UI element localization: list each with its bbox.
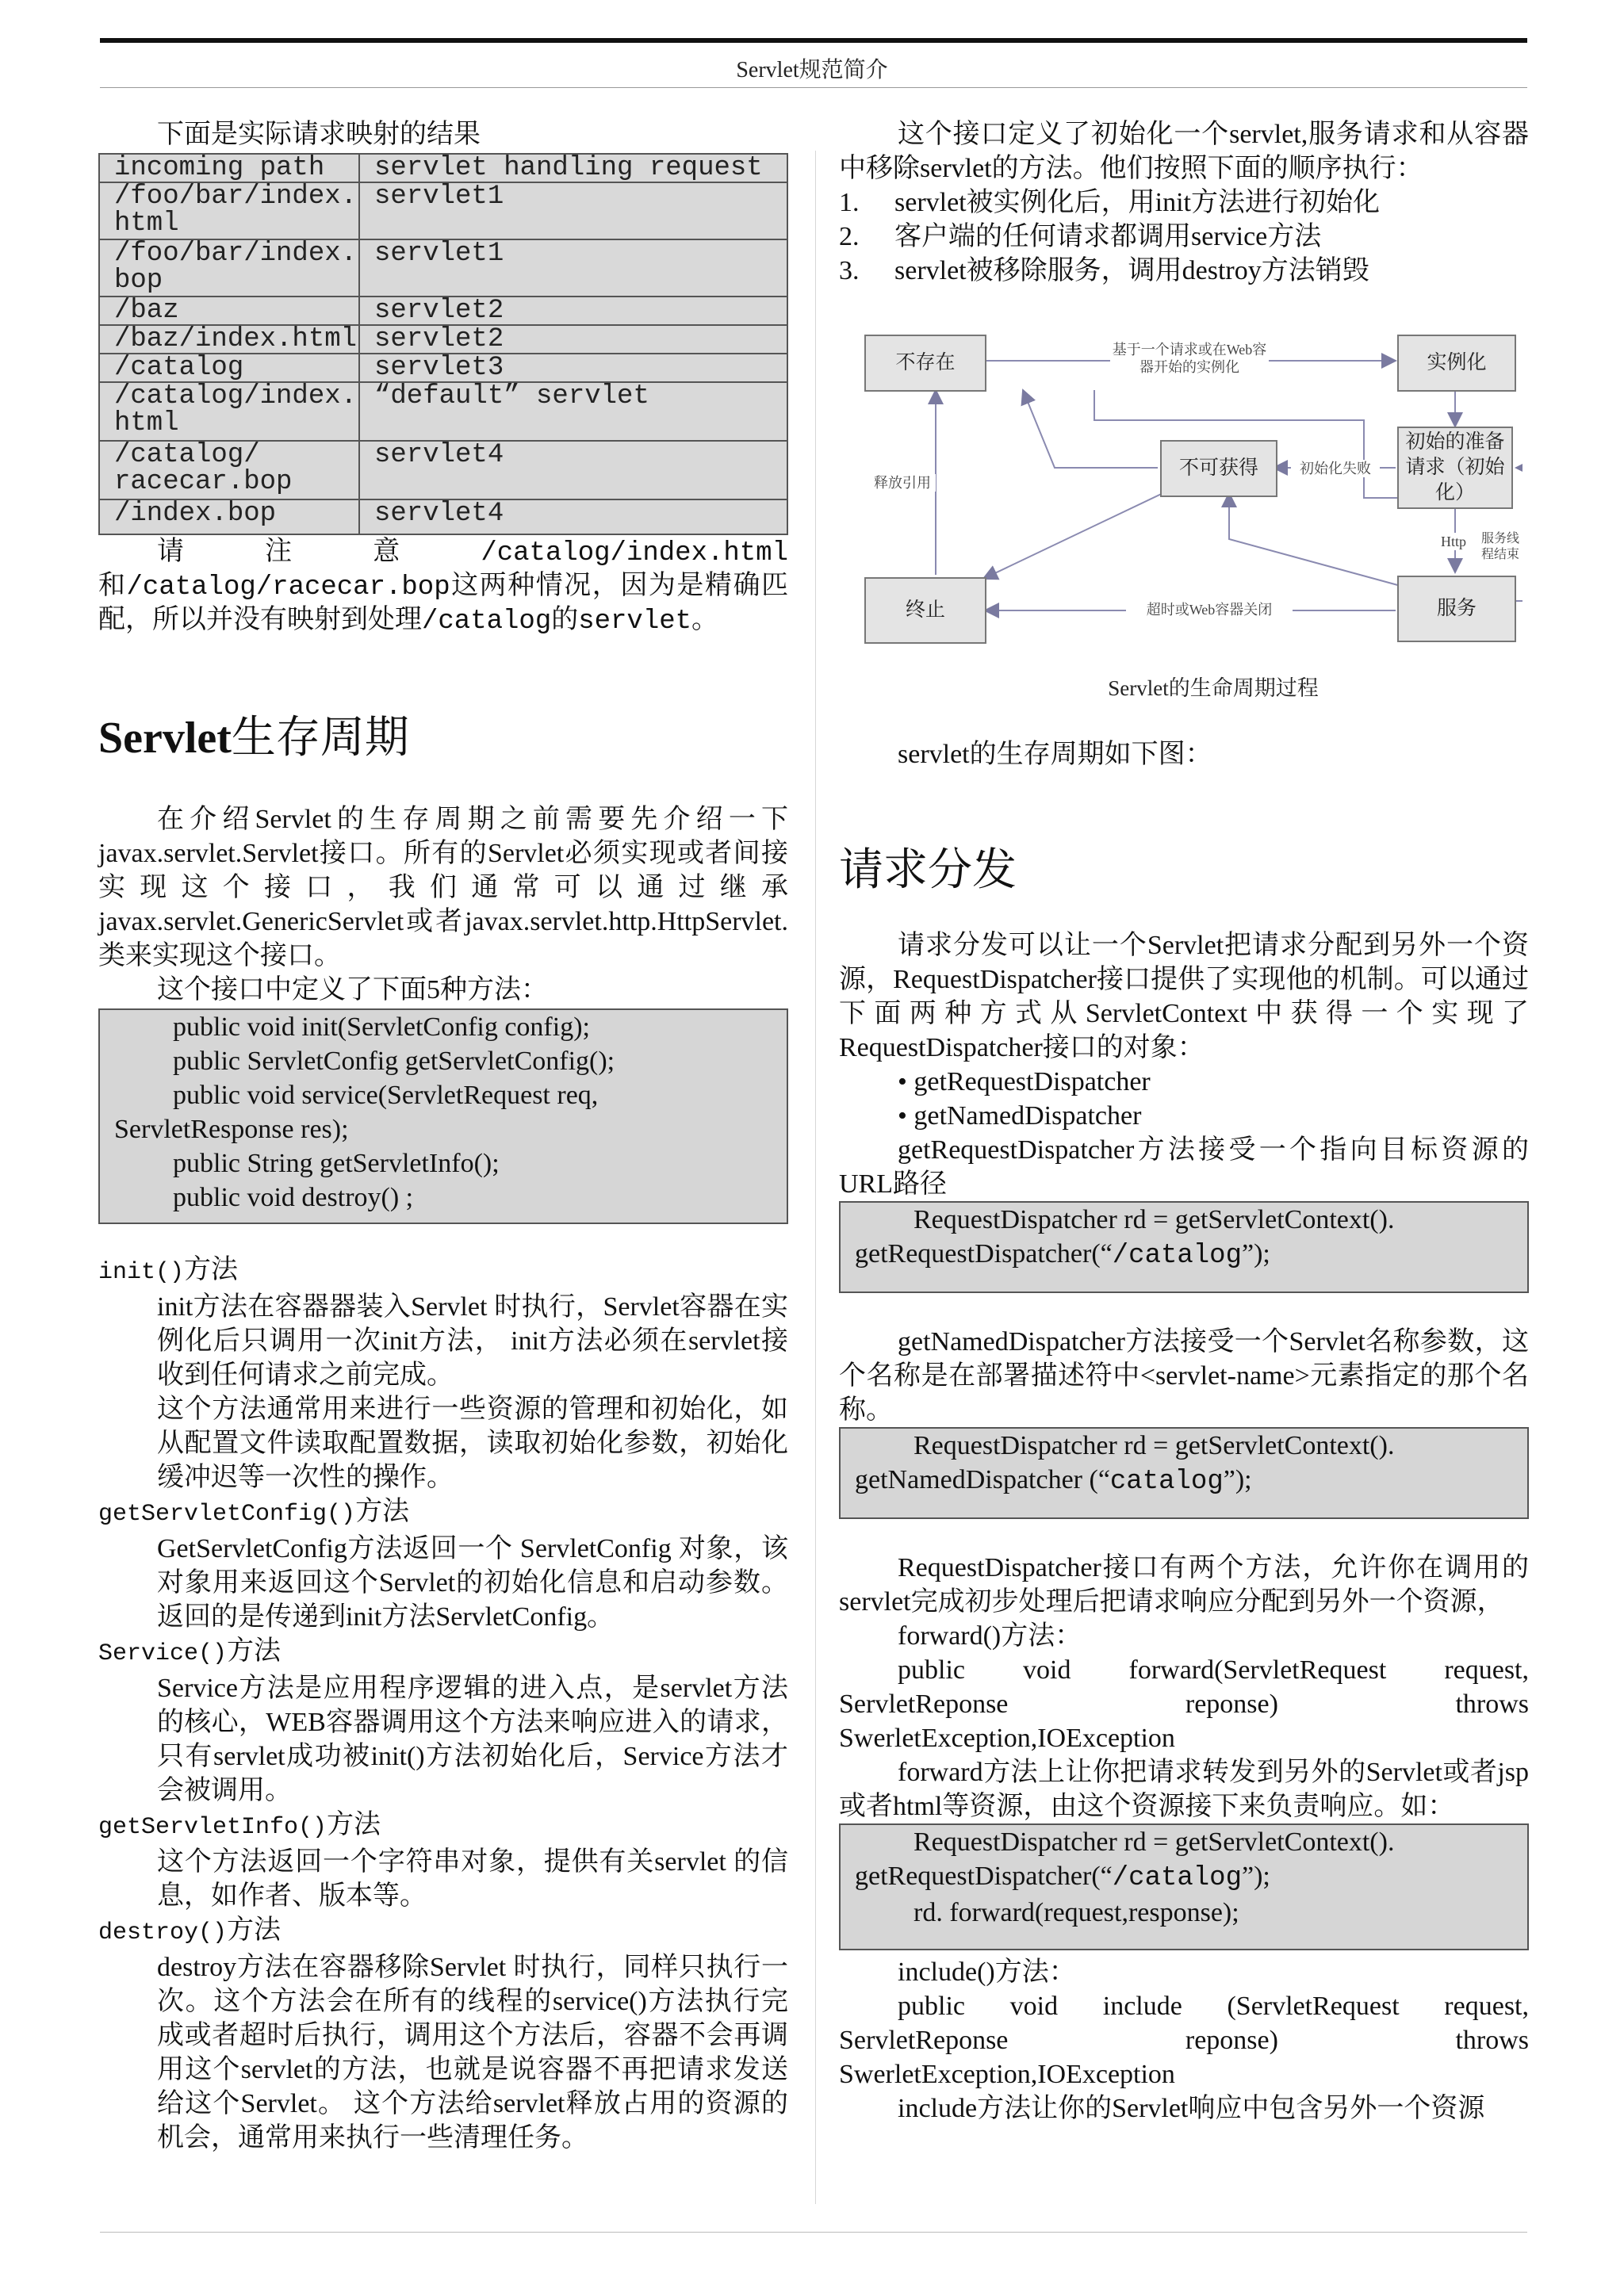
code-fragment: getNamedDispatcher (“ xyxy=(855,1465,1110,1494)
code-line xyxy=(855,1463,1513,1499)
code-line: RequestDispatcher rd = getServletContext(). xyxy=(914,1205,1395,1234)
step-item xyxy=(839,254,1529,288)
method-destroy-label xyxy=(98,1913,788,1950)
method-getservletconfig-label xyxy=(98,1494,788,1532)
right-column-top xyxy=(839,117,1529,288)
table-cell-servlet: servlet3 xyxy=(359,354,787,382)
table-header-row xyxy=(99,154,787,182)
step-number: 1. xyxy=(839,188,860,217)
table-cell-path: /baz xyxy=(99,297,359,325)
forward-desc: forward方法上让你把请求转发到另外的Servlet或者jsp或者html等资源，由这个资源接下来负责响应。如： xyxy=(839,1758,1529,1821)
table-cell-path: /baz/index.html xyxy=(99,325,359,354)
state-init-prep: 初始的准备请求（初始化） xyxy=(1397,427,1513,509)
init-desc-1: init方法在容器器装入Servlet 时执行，Servlet容器在实例化后只调用一次init方法， init方法必须在servlet接收到任何请求之前完成。 xyxy=(157,1292,788,1390)
method-init-label xyxy=(98,1253,788,1290)
table-cell-path: /catalog/index. html xyxy=(99,382,359,441)
code-literal: /catalog xyxy=(1112,1863,1242,1893)
section-heading-dispatch: 请求分发 xyxy=(839,846,1017,895)
label-init-failed: 初始化失败 xyxy=(1291,460,1380,477)
step-text: servlet被实例化后，用init方法进行初始化 xyxy=(894,188,1380,217)
include-signature: public void include (ServletRequest request, ServletReponse reponse) throws SwerletException,IOException xyxy=(839,1992,1529,2089)
table-cell-servlet: servlet4 xyxy=(359,499,787,534)
state-service: 服务 xyxy=(1397,576,1516,642)
table-row xyxy=(99,182,787,239)
code-box-2 xyxy=(839,1427,1529,1519)
header-rule xyxy=(100,87,1527,88)
table-row xyxy=(99,441,787,499)
step-item xyxy=(839,186,1529,220)
forward-signature: public void forward(ServletRequest request, ServletReponse reponse) throws SwerletException,IOException xyxy=(839,1655,1529,1753)
dispatch-intro: 请求分发可以让一个Servlet把请求分配到另外一个资源，RequestDispatcher接口提供了实现他的机制。可以通过下面两种方式从ServletContext中获得一个实现了RequestDispatcher接口的对象： xyxy=(839,931,1529,1062)
bullet-item: • getRequestDispatcher xyxy=(898,1067,1151,1096)
code-line: public void service(ServletRequest req, xyxy=(173,1081,599,1110)
state-nonexist: 不存在 xyxy=(864,335,986,392)
code-line: public ServletConfig getServletConfig(); xyxy=(173,1047,615,1076)
label-http: Http xyxy=(1434,533,1473,550)
code-line: RequestDispatcher rd = getServletContext(). xyxy=(914,1827,1395,1857)
code-literal: /catalog xyxy=(1112,1241,1242,1271)
right-column-bottom xyxy=(839,737,1529,2126)
table-row xyxy=(99,297,787,325)
getservletconfig-desc: GetServletConfig方法返回一个 ServletConfig 对象，该对象用来返回这个Servlet的初始化信息和启动参数。返回的是传递到init方法ServletConfig。 xyxy=(157,1534,788,1632)
code-fragment: getRequestDispatcher(“ xyxy=(855,1239,1113,1269)
state-instantiate: 实例化 xyxy=(1397,335,1516,392)
step-number: 3. xyxy=(839,256,860,285)
service-desc: Service方法是应用程序逻辑的进入点，是servlet方法的核心，WEB容器调用这个方法来响应进入的请求，只有servlet成功被init()方法初始化后，Service方法才会被调用。 xyxy=(157,1674,788,1805)
method-code-name: destroy() xyxy=(98,1919,228,1946)
table-cell-servlet: servlet2 xyxy=(359,297,787,325)
getrequestdispatcher-desc: getRequestDispatcher方法接受一个指向目标资源的URL路径 xyxy=(839,1135,1529,1199)
table-cell-path: /foo/bar/index. bop xyxy=(99,239,359,297)
code-line: rd. forward(request,response); xyxy=(914,1898,1239,1927)
code-line: public void init(ServletConfig config); xyxy=(173,1012,590,1042)
lifecycle-figure-ref: servlet的生存周期如下图： xyxy=(898,740,1212,769)
mapping-note: 请注意/catalog/index.html 和/catalog/racecar.bop这两种情况，因为是精确匹配，所以并没有映射到处理/catalog的servlet。 xyxy=(98,538,788,637)
table-cell-path: /foo/bar/index. html xyxy=(99,182,359,239)
table-header-cell: servlet handling request xyxy=(359,154,787,182)
mapping-intro: 下面是实际请求映射的结果 xyxy=(157,120,481,149)
diagram-caption: Servlet的生命周期过程 xyxy=(1108,676,1319,700)
label-timeout: 超时或Web容器关闭 xyxy=(1126,601,1293,618)
state-unavailable: 不可获得 xyxy=(1160,440,1277,497)
code-line: ServletResponse res); xyxy=(114,1115,349,1144)
section-heading-lifecycle xyxy=(98,710,788,766)
table-cell-servlet: servlet1 xyxy=(359,239,787,297)
code-fragment: ”); xyxy=(1223,1465,1252,1494)
label-release: 释放引用 xyxy=(869,474,936,492)
label-instantiate-trigger: 基于一个请求或在Web容器开始的实例化 xyxy=(1110,341,1269,376)
method-label-suffix: 方法 xyxy=(355,1497,410,1526)
lifecycle-diagram xyxy=(856,317,1522,714)
code-literal: catalog xyxy=(1109,1467,1224,1497)
method-code-name: init() xyxy=(98,1259,185,1286)
forward-label: forward()方法： xyxy=(898,1621,1082,1651)
code-box-3 xyxy=(839,1823,1529,1950)
method-code-name: getServletConfig() xyxy=(98,1501,356,1528)
table-cell-servlet: servlet4 xyxy=(359,441,787,499)
interface-desc: 这个接口定义了初始化一个servlet,服务请求和从容器中移除servlet的方法。他们按照下面的顺序执行： xyxy=(839,120,1529,183)
column-divider xyxy=(815,151,816,2204)
table-row xyxy=(99,354,787,382)
method-getservletinfo-label xyxy=(98,1808,788,1845)
method-label-suffix: 方法 xyxy=(184,1255,239,1284)
init-desc-2: 这个方法通常用来进行一些资源的管理和初始化，如从配置文件读取配置数据，读取初始化参数，初始化缓冲迟等一次性的操作。 xyxy=(157,1395,788,1492)
step-number: 2. xyxy=(839,222,860,251)
methods-intro: 这个接口中定义了下面5种方法： xyxy=(157,975,548,1004)
table-cell-servlet: “default” servlet xyxy=(359,382,787,441)
table-cell-servlet: servlet1 xyxy=(359,182,787,239)
table-cell-path: /index.bop xyxy=(99,499,359,534)
method-code-name: getServletInfo() xyxy=(98,1814,327,1841)
header-top-rule xyxy=(100,38,1527,43)
step-item xyxy=(839,220,1529,254)
getnameddispatcher-desc: getNamedDispatcher方法接受一个Servlet名称参数，这个名称是在部署描述符中<servlet-name>元素指定的那个名称。 xyxy=(839,1327,1529,1425)
include-label: include()方法： xyxy=(898,1957,1076,1987)
bullet-item: • getNamedDispatcher xyxy=(898,1101,1142,1131)
destroy-desc: destroy方法在容器移除Servlet 时执行，同样只执行一次。这个方法会在所有的线程的service()方法执行完成或者超时后执行，调用这个方法后，容器不会再调用这个servlet的方法，也就是说容器不再把请求发送给这个Servlet。 这个方法给servlet释放占用的资源的机会，通常用来执行一些清理任务。 xyxy=(157,1953,788,2152)
lifecycle-intro: 在介绍Servlet的生存周期之前需要先介绍一下javax.servlet.Servlet接口。所有的Servlet必须实现或者间接实现这个接口，我们通常可以通过继承javax.servlet.GenericServlet或者javax.servlet.http.HttpServlet.类来实现这个接口。 xyxy=(98,805,788,970)
code-fragment: ”); xyxy=(1242,1862,1270,1891)
heading-rest-part: 生存周期 xyxy=(231,714,409,763)
table-row xyxy=(99,382,787,441)
heading-bold-part: Servlet xyxy=(98,714,232,763)
table-cell-path: /catalog/ racecar.bop xyxy=(99,441,359,499)
step-text: servlet被移除服务，调用destroy方法销毁 xyxy=(894,256,1369,285)
code-line xyxy=(855,1859,1513,1896)
step-text: 客户端的任何请求都调用service方法 xyxy=(894,222,1322,251)
table-row xyxy=(99,239,787,297)
getservletinfo-desc: 这个方法返回一个字符串对象，提供有关servlet 的信息，如作者、版本等。 xyxy=(157,1847,788,1911)
state-terminate: 终止 xyxy=(864,577,986,644)
running-header: Servlet规范简介 xyxy=(736,58,888,82)
code-fragment: getRequestDispatcher(“ xyxy=(855,1862,1113,1891)
table-header-cell: incoming path xyxy=(99,154,359,182)
code-line: RequestDispatcher rd = getServletContext(). xyxy=(914,1431,1395,1460)
table-cell-servlet: servlet2 xyxy=(359,325,787,354)
requestdispatcher-methods-desc: RequestDispatcher接口有两个方法，允许你在调用的servlet完成初步处理后把请求响应分配到另外一个资源， xyxy=(839,1553,1529,1617)
code-box-1 xyxy=(839,1201,1529,1293)
method-label-suffix: 方法 xyxy=(227,1636,282,1666)
code-line: public String getServletInfo(); xyxy=(173,1149,500,1178)
code-fragment: ”); xyxy=(1242,1239,1270,1269)
method-label-suffix: 方法 xyxy=(327,1810,381,1839)
table-row xyxy=(99,325,787,354)
table-cell-path: /catalog xyxy=(99,354,359,382)
footer-rule xyxy=(100,2232,1527,2233)
methods-code-box xyxy=(98,1008,788,1224)
mapping-table xyxy=(98,153,788,535)
method-service-label xyxy=(98,1634,788,1671)
method-label-suffix: 方法 xyxy=(227,1915,282,1945)
include-desc: include方法让你的Servlet响应中包含另外一个资源 xyxy=(898,2094,1485,2123)
code-line: public void destroy() ; xyxy=(173,1183,414,1212)
label-thread-end: 服务线程结束 xyxy=(1478,531,1522,563)
code-line xyxy=(855,1237,1513,1273)
table-row xyxy=(99,499,787,534)
method-code-name: Service() xyxy=(98,1640,228,1667)
left-column xyxy=(98,117,788,2155)
